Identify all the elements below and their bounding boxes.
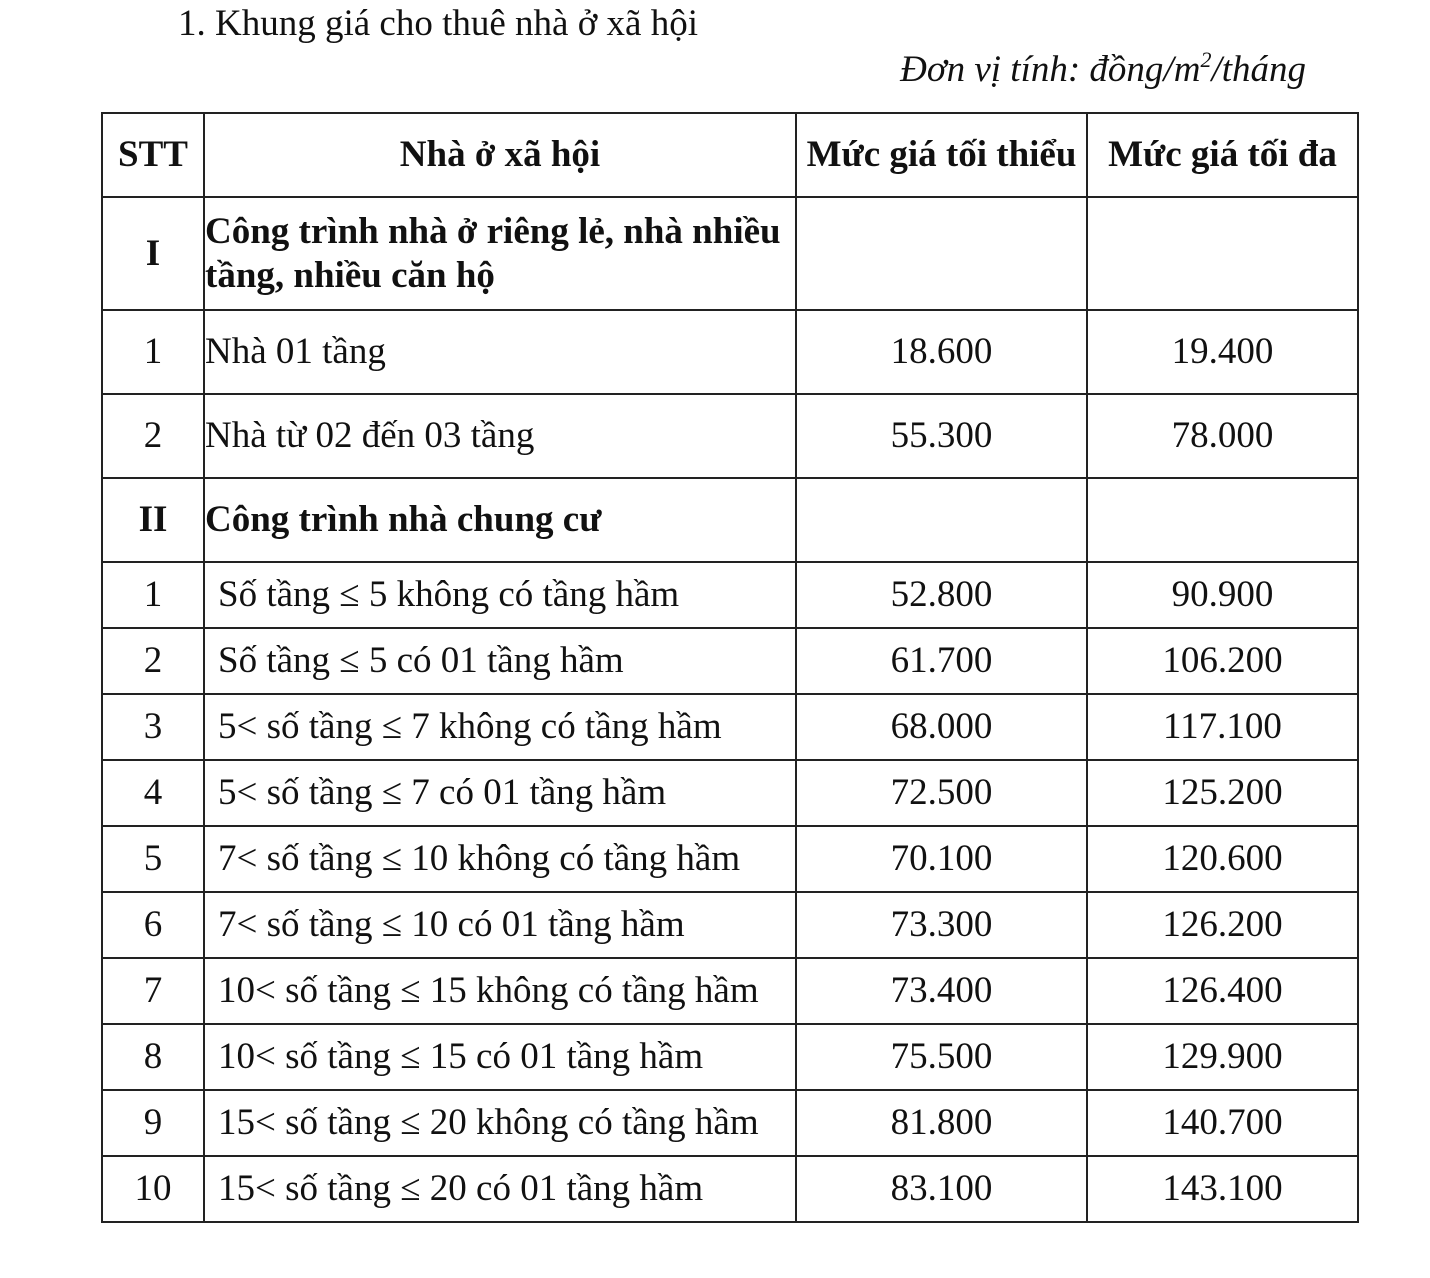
row-name: 15< số tầng ≤ 20 có 01 tầng hầm xyxy=(204,1156,796,1222)
row-max-price: 125.200 xyxy=(1087,760,1358,826)
row-min-price: 18.600 xyxy=(796,310,1087,394)
row-max-price: 140.700 xyxy=(1087,1090,1358,1156)
group-row xyxy=(102,478,1358,562)
row-name: Số tầng ≤ 5 không có tầng hầm xyxy=(204,562,796,628)
header-name: Nhà ở xã hội xyxy=(204,113,796,197)
row-min-price: 81.800 xyxy=(796,1090,1087,1156)
row-min-price: 55.300 xyxy=(796,394,1087,478)
table-row xyxy=(102,826,1358,892)
header-max-price: Mức giá tối đa xyxy=(1087,113,1358,197)
row-max-price: 78.000 xyxy=(1087,394,1358,478)
row-name: 5< số tầng ≤ 7 không có tầng hầm xyxy=(204,694,796,760)
table-row xyxy=(102,562,1358,628)
table-row xyxy=(102,892,1358,958)
table-row xyxy=(102,760,1358,826)
group-row xyxy=(102,197,1358,310)
row-stt: 4 xyxy=(102,760,204,826)
row-max-price: 106.200 xyxy=(1087,628,1358,694)
row-max-price: 90.900 xyxy=(1087,562,1358,628)
table-row xyxy=(102,958,1358,1024)
row-stt: 5 xyxy=(102,826,204,892)
row-name: Nhà từ 02 đến 03 tầng xyxy=(204,394,796,478)
group-name: Công trình nhà chung cư xyxy=(204,478,796,562)
row-max-price: 19.400 xyxy=(1087,310,1358,394)
row-min-price: 72.500 xyxy=(796,760,1087,826)
row-max-price: 143.100 xyxy=(1087,1156,1358,1222)
row-stt: 9 xyxy=(102,1090,204,1156)
table-row xyxy=(102,694,1358,760)
group-stt: II xyxy=(102,478,204,562)
row-max-price: 126.200 xyxy=(1087,892,1358,958)
row-stt: 1 xyxy=(102,310,204,394)
row-name: 15< số tầng ≤ 20 không có tầng hầm xyxy=(204,1090,796,1156)
row-name: Nhà 01 tầng xyxy=(204,310,796,394)
row-name: 7< số tầng ≤ 10 không có tầng hầm xyxy=(204,826,796,892)
row-name: 10< số tầng ≤ 15 không có tầng hầm xyxy=(204,958,796,1024)
row-max-price: 126.400 xyxy=(1087,958,1358,1024)
row-min-price: 83.100 xyxy=(796,1156,1087,1222)
group-max-cell xyxy=(1087,197,1358,310)
table-row xyxy=(102,1090,1358,1156)
table-row xyxy=(102,394,1358,478)
row-stt: 6 xyxy=(102,892,204,958)
row-min-price: 61.700 xyxy=(796,628,1087,694)
row-min-price: 70.100 xyxy=(796,826,1087,892)
unit-note xyxy=(900,48,1306,92)
row-max-price: 129.900 xyxy=(1087,1024,1358,1090)
row-name: 5< số tầng ≤ 7 có 01 tầng hầm xyxy=(204,760,796,826)
header-stt: STT xyxy=(102,113,204,197)
row-name: Số tầng ≤ 5 có 01 tầng hầm xyxy=(204,628,796,694)
row-min-price: 73.300 xyxy=(796,892,1087,958)
table-row xyxy=(102,628,1358,694)
row-stt: 7 xyxy=(102,958,204,1024)
unit-suffix: /tháng xyxy=(1211,49,1306,90)
row-min-price: 73.400 xyxy=(796,958,1087,1024)
row-max-price: 120.600 xyxy=(1087,826,1358,892)
table-row xyxy=(102,1024,1358,1090)
row-name: 7< số tầng ≤ 10 có 01 tầng hầm xyxy=(204,892,796,958)
row-min-price: 75.500 xyxy=(796,1024,1087,1090)
table-row xyxy=(102,310,1358,394)
header-row xyxy=(102,113,1358,197)
group-max-cell xyxy=(1087,478,1358,562)
row-name: 10< số tầng ≤ 15 có 01 tầng hầm xyxy=(204,1024,796,1090)
group-stt: I xyxy=(102,197,204,310)
section-heading: 1. Khung giá cho thuê nhà ở xã hội xyxy=(178,3,698,44)
row-max-price: 117.100 xyxy=(1087,694,1358,760)
group-name xyxy=(204,197,796,310)
price-table xyxy=(101,112,1359,1223)
group-min-cell xyxy=(796,478,1087,562)
group-min-cell xyxy=(796,197,1087,310)
group-name-text: Công trình nhà ở riêng lẻ, nhà nhiều tầng, nhiều căn hộ xyxy=(205,210,781,296)
row-min-price: 52.800 xyxy=(796,562,1087,628)
unit-prefix: Đơn vị tính: đồng/m xyxy=(900,49,1201,90)
header-min-price: Mức giá tối thiểu xyxy=(796,113,1087,197)
row-min-price: 68.000 xyxy=(796,694,1087,760)
row-stt: 3 xyxy=(102,694,204,760)
unit-superscript: 2 xyxy=(1200,47,1212,72)
row-stt: 10 xyxy=(102,1156,204,1222)
row-stt: 2 xyxy=(102,628,204,694)
row-stt: 2 xyxy=(102,394,204,478)
table-row xyxy=(102,1156,1358,1222)
row-stt: 8 xyxy=(102,1024,204,1090)
row-stt: 1 xyxy=(102,562,204,628)
